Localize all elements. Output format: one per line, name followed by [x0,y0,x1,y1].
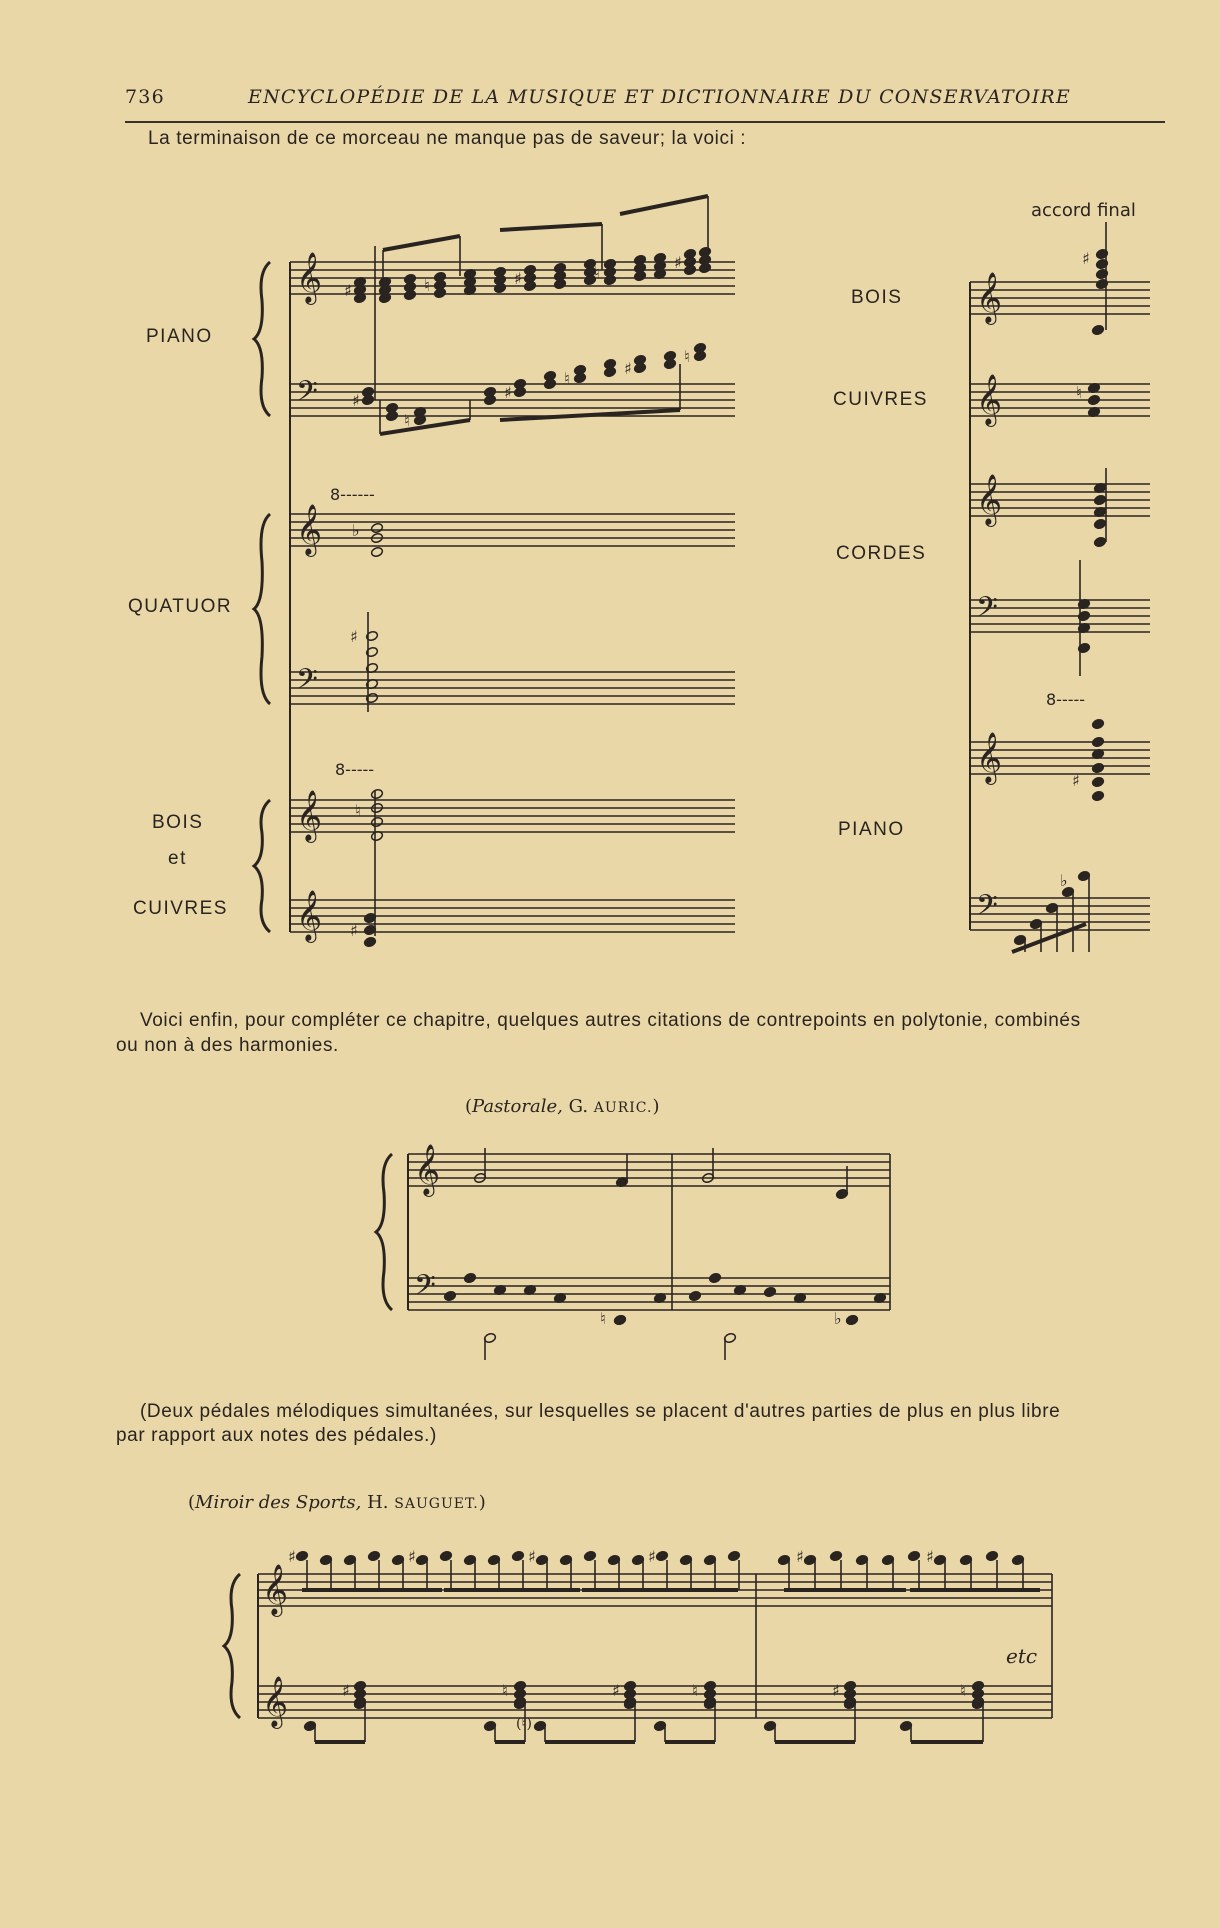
ex3-melody-note-27 [985,1550,998,1561]
ex1r-clef-3: 𝄞 [976,474,1003,525]
ex1-quatuor-accidental: ♯ [350,627,358,646]
ex1-bois-accidental: ♮ [355,801,361,820]
ex1-cuivres-accidental: ♯ [350,921,358,940]
ex2-bass-note-1 [463,1272,476,1283]
ex2-bass-note-7 [708,1272,721,1283]
ex1-piano-rh-chord-7-note [553,278,566,289]
right-ottava-mark: 8----- [1046,690,1086,709]
ex2-bass-note-6 [688,1290,701,1301]
ex1r-clef-5: 𝄞 [976,732,1003,783]
ex1r-piano-rh-chord-note [1091,776,1104,787]
ex1r-cuivres-accidental: ♮ [1076,383,1082,402]
ex1-piano-lh-accidental: ♮ [404,411,410,430]
ex1-clef-2: 𝄢 [296,375,318,415]
ex3-melody-note-9 [511,1550,524,1561]
ex1-quatuor-upper-chord-note [370,522,383,533]
ex3-melody-note-3 [367,1550,380,1561]
ex1r-piano-rh-chord-note [1091,718,1104,729]
ex1-clef-6: 𝄞 [296,890,323,941]
ex2-accidental: ♭ [834,1309,842,1328]
ex1r-piano-rh-chord-note [1091,736,1104,747]
ex1-piano-lh-chord-5-note [543,378,556,389]
ex3-melody-note-21 [829,1550,842,1561]
ex1-piano-lh-beam-1 [380,420,470,434]
ex1r-cordes-chord-note [1093,536,1106,547]
ex1-piano-rh-accidental: ♮ [594,263,600,282]
ex1r-piano-lh-accidental: ♭ [1060,871,1068,890]
ex3-melody-note-12 [583,1550,596,1561]
ex1-piano-rh-beam-2 [500,224,602,230]
ex1-bois-chord-note [370,788,383,799]
example-3-composer: SAUGUET. [394,1496,479,1512]
ex1-piano-lh-chord-1-note [385,410,398,421]
label-quatuor: QUATUOR [128,596,233,617]
ex2-bass-note-0 [443,1290,456,1301]
ex1r-cordes-chord-note [1093,518,1106,529]
example-2-title: Pastorale, [472,1096,563,1117]
label-et: et [168,848,187,869]
ex1-clef-1: 𝄞 [296,252,323,303]
ex1-piano-rh-chord-10-note [633,270,646,281]
label-cuivres: CUIVRES [133,898,228,919]
paragraph-2-line-2: ou non à des harmonies. [116,1035,339,1056]
ex1-piano-lh-chord-3-note [483,394,496,405]
ex3-accidental: ♮ [960,1681,966,1700]
ex1-piano-rh-chord-2-note [403,289,416,300]
ex2-brace [376,1154,392,1310]
ex3-accidental: ♮ [692,1681,698,1700]
right-label-cordes: CORDES [836,543,927,564]
ex3-accidental: ♮ [502,1681,508,1700]
ex1-piano-lh-chord-9-note [663,358,676,369]
paragraph-3-line-2: par rapport aux notes des pédales.) [116,1425,437,1446]
ex1-brace-piano [254,262,270,416]
right-label-bois: BOIS [851,287,903,308]
ex1-piano-rh-chord-13-note [698,262,711,273]
ex1-piano-lh-chord-10-note [693,350,706,361]
accord-final-title: accord final [1031,200,1136,221]
etc-mark: etc [1006,1644,1038,1668]
ex1-piano-rh-chord-3-note [433,287,446,298]
ex3-accidental: ♯ [612,1681,620,1700]
ex3-melody-note-0 [295,1550,308,1561]
ex1-piano-rh-accidental: ♯ [514,269,522,288]
ex3-melody-note-24 [907,1550,920,1561]
ottava-mark-1: 8------ [330,485,375,504]
ex1-piano-rh-accidental: ♯ [344,281,352,300]
ex2-clef-bass: 𝄢 [414,1269,436,1309]
ex1-cuivres-chord-note [363,936,376,947]
example-3-title: Miroir des Sports, [195,1492,362,1513]
ex3-melody-note-6 [439,1550,452,1561]
ex3-brace [224,1574,240,1718]
ex1-piano-rh-chord-9-note [603,274,616,285]
ex1-piano-rh-chord-6-note [523,280,536,291]
ex3-clef-lower: 𝄞 [262,1676,289,1727]
paragraph-2-line-1: Voici enfin, pour compléter ce chapitre, quelques autres citations de contrepoints en polytonie, combinés [140,1010,1081,1031]
ex1-piano-lh-accidental: ♮ [684,347,690,366]
ex2-bass-note-9 [763,1286,776,1297]
ex1r-bois-bass-note [1091,324,1104,335]
ex3-accidental: ♯ [342,1681,350,1700]
ex3-melody-accidental: ♯ [408,1547,416,1566]
ex1r-cuivres-chord-note [1087,394,1100,405]
ex1r-piano-rh-chord-note [1091,762,1104,773]
ex1-piano-lh-chord-4-note [513,386,526,397]
ex3-melody-accidental: ♯ [648,1547,656,1566]
paragraph-3-line-1: (Deux pédales mélodiques simultanées, sur lesquelles se placent d'autres parties de plus en plus libre [140,1401,1061,1422]
ex3-accidental: ♯ [832,1681,840,1700]
ex1-piano-rh-chord-12-note [683,264,696,275]
ex1-piano-lh-chord-8-note [633,362,646,373]
ex1r-clef-1: 𝄞 [976,272,1003,323]
page-number: 736 [125,86,165,108]
ex3-melody-note-18 [727,1550,740,1561]
ex1-clef-3: 𝄞 [296,504,323,555]
ex1r-piano-rh-chord-note [1091,790,1104,801]
ex1r-bois-accidental: ♯ [1082,249,1090,268]
example-2-caption: (Pastorale, G. AURIC.) [465,1096,660,1117]
ex1-piano-lh-chord-0-note [361,394,374,405]
ex1r-clef-2: 𝄞 [976,374,1003,425]
ex1-piano-lh-accidental: ♯ [352,391,360,410]
example-3-caption: (Miroir des Sports, H. SAUGUET.) [188,1492,486,1513]
ex3-melody-accidental: ♯ [926,1547,934,1566]
ex2-bass-chord-note [845,1314,858,1325]
ex3-melody-note-15 [655,1550,668,1561]
ex1r-clef-4: 𝄢 [976,591,998,631]
ex2-clef-treble: 𝄞 [414,1144,441,1195]
example-3-initial: H. [367,1492,389,1513]
ex1-piano-lh-chord-6-note [573,372,586,383]
example-2-composer: AURIC. [593,1100,653,1116]
ex1-piano-rh-beam-3 [620,196,708,214]
ex1-brace-bois-cuivres [254,800,270,932]
natural-in-parens: (♮) [516,1716,532,1732]
ex1-piano-lh-accidental: ♮ [564,369,570,388]
ex1-quatuor-accidental: ♭ [352,521,360,540]
ex1-piano-lh-accidental: ♯ [624,359,632,378]
ex1-piano-rh-accidental: ♮ [424,276,430,295]
ex1-piano-lh-chord-7-note [603,366,616,377]
right-label-piano: PIANO [838,819,905,840]
ex1-clef-4: 𝄢 [296,663,318,703]
ex3-clef-treble: 𝄞 [262,1564,289,1615]
ex1r-cordes-chord-note [1093,494,1106,505]
ex1-piano-rh-chord-5-note [493,282,506,293]
ex1-piano-lh-accidental: ♯ [504,383,512,402]
right-label-cuivres: CUIVRES [833,389,928,410]
ex1-quatuor-upper-chord-note [370,546,383,557]
example-2-initial: G. [568,1096,589,1117]
ex3-melody-accidental: ♯ [528,1547,536,1566]
ex1-piano-rh-accidental: ♯ [674,253,682,272]
ex1-bois-chord-note [370,816,383,827]
ex2-bass-chord-note [613,1314,626,1325]
ex1r-piano-accidental: ♯ [1072,771,1080,790]
intro-text: La terminaison de ce morceau ne manque pas de saveur; la voici : [148,128,747,149]
running-title: ENCYCLOPÉDIE DE LA MUSIQUE ET DICTIONNAIRE DU CONSERVATOIRE [248,86,1071,108]
ex2-accidental: ♮ [600,1309,606,1328]
ex1-brace-quatuor [254,514,270,704]
ex1-piano-lh-beam-2 [500,410,680,420]
ex1-clef-5: 𝄞 [296,790,323,841]
label-piano: PIANO [146,326,213,347]
ottava-mark-2: 8----- [335,760,375,779]
ex3-melody-accidental: ♯ [796,1547,804,1566]
ex1r-clef-6: 𝄢 [976,889,998,929]
label-bois: BOIS [152,812,204,833]
ex3-melody-accidental: ♯ [288,1547,296,1566]
ex1-piano-rh-beam-1 [383,236,460,250]
